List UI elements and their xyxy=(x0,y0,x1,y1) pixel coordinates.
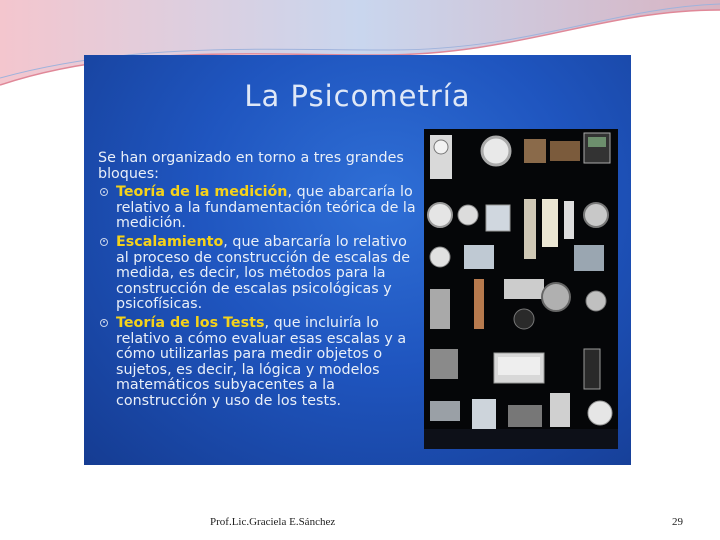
bullet-text: , que incluiría lo relativo a cómo evaluar esas escalas y a cómo utilizarlas para medir objetos o sujetos, es decir, la lógica y modelos matemáticos subyacentes a la construcción y uso de los tests. xyxy=(116,314,407,409)
circle-bullet-icon xyxy=(100,188,108,196)
measurement-instruments-image xyxy=(424,129,618,449)
bullet-term: Teoría de los Tests xyxy=(116,314,265,331)
footer-author: Prof.Lic.Graciela E.Sánchez xyxy=(210,516,336,528)
bullet-teoria-medicion xyxy=(92,185,417,232)
slide-body xyxy=(92,151,417,413)
slide-title: La Psicometría xyxy=(244,79,471,113)
bullet-list xyxy=(92,185,417,409)
bullet-term: Escalamiento xyxy=(116,233,224,250)
circle-bullet-icon xyxy=(100,319,108,327)
page-number: 29 xyxy=(672,516,683,528)
circle-bullet-icon xyxy=(100,238,108,246)
bullet-text: , que abarcaría lo relativo a la fundamentación teórica de la medición. xyxy=(116,184,416,232)
slide-panel xyxy=(84,55,631,465)
intro-text: Se han organizado en torno a tres grandes bloques: xyxy=(98,150,404,182)
bullet-term: Teoría de la medición xyxy=(116,184,288,201)
bullet-teoria-tests xyxy=(92,316,417,410)
bullet-escalamiento xyxy=(92,235,417,313)
bullet-text: , que abarcaría lo relativo al proceso de construcción de escalas de medida, es decir, los métodos para la construcción de escalas psicológicas y psicofísicas. xyxy=(116,233,411,313)
